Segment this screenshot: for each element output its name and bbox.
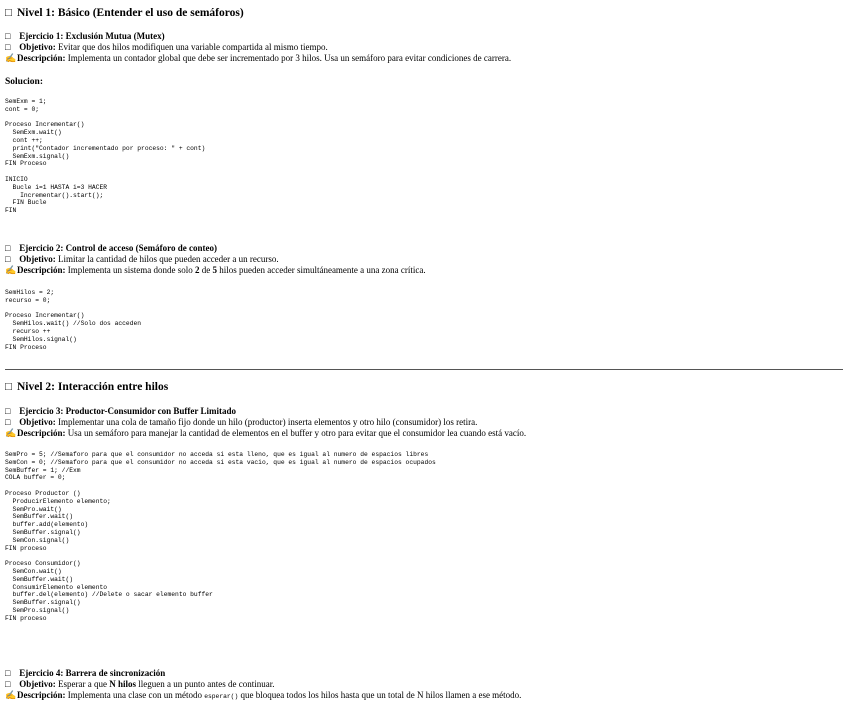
exercise4 bbox=[5, 668, 521, 702]
code-block-1: SemExm = 1; cont = 0; Proceso Incrementar() SemExm.wait() cont ++; print("Contador incrementado por proceso: " + cont) SemExm.signal() FIN Proceso INICIO Bucle i=1 HASTA i=3 HACER Incrementar().start(); FIN Bucle FIN bbox=[5, 98, 206, 215]
section-divider bbox=[5, 369, 843, 370]
level2-heading: □ Nivel 2: Interacción entre hilos bbox=[5, 381, 169, 393]
exercise3-description: ✍Descripción: Usa un semáforo para manejar la cantidad de elementos en el buffer y otro para evitar que el consumidor lea cuando está vacío. bbox=[5, 428, 527, 438]
exercise4-description: ✍Descripción: Implementa una clase con un método esperar() que bloquea todos los hilos hasta que un total de N hilos llamen a ese método. bbox=[5, 690, 522, 700]
exercise3-objective: □ Objetivo: Implementar una cola de tamaño fijo donde un hilo (productor) inserta elementos y otro hilo (consumidor) los retira. bbox=[5, 417, 478, 427]
pencil-icon: ✍ bbox=[5, 428, 17, 438]
exercise1-objective: □ Objetivo: Evitar que dos hilos modifiquen una variable compartida al mismo tiempo. bbox=[5, 42, 328, 52]
pencil-icon: ✍ bbox=[5, 53, 17, 63]
exercise3-title: □ Ejercicio 3: Productor-Consumidor con Buffer Limitado bbox=[5, 406, 236, 416]
level1-heading: □ Nivel 1: Básico (Entender el uso de semáforos) bbox=[5, 7, 244, 19]
exercise2-description: ✍Descripción: Implementa un sistema donde solo 2 de 5 hilos pueden acceder simultáneamente a una zona crítica. bbox=[5, 265, 426, 275]
pencil-icon: ✍ bbox=[5, 265, 17, 275]
solution-label: Solucion: bbox=[5, 77, 44, 87]
exercise4-objective: □ Objetivo: Esperar a que N hilos lleguen a un punto antes de continuar. bbox=[5, 679, 275, 689]
exercise3 bbox=[5, 406, 526, 439]
exercise1-description: ✍Descripción: Implementa un contador global que debe ser incrementado por 3 hilos. Usa un semáforo para evitar condiciones de carrera. bbox=[5, 53, 512, 63]
pencil-icon: ✍ bbox=[5, 690, 17, 700]
exercise4-title: □ Ejercicio 4: Barrera de sincronización bbox=[5, 668, 166, 678]
exercise2-title: □ Ejercicio 2: Control de acceso (Semáforo de conteo) bbox=[5, 243, 217, 253]
exercise1-title: □ Ejercicio 1: Exclusión Mutua (Mutex) bbox=[5, 31, 165, 41]
exercise2-objective: □ Objetivo: Limitar la cantidad de hilos que pueden acceder a un recurso. bbox=[5, 254, 279, 264]
level2-section bbox=[5, 380, 168, 394]
code-block-2: SemHilos = 2; recurso = 0; Proceso Incrementar() SemHilos.wait() //Solo dos acceden recurso ++ SemHilos.signal() FIN Proceso bbox=[5, 289, 142, 351]
level1-section bbox=[5, 6, 244, 20]
exercise2 bbox=[5, 243, 426, 276]
code-block-3: SemPro = 5; //Semaforo para que el consumidor no acceda si esta lleno, que es igual al numero de espacios libres SemCon = 0; //Semaforo para que el consumidor no acceda si esta vacio, que es igual al numero de espacios ocupados SemBuffer = 1; //Exm COLA buffer = 0; Proceso Productor () ProducirElemento elemento; SemPro.wait() SemBuffer.wait() buffer.add(elemento) SemBuffer.signal() SemCon.signal() FIN proceso Proceso Consumidor() SemCon.wait() SemBuffer.wait() ConsumirElemento elemento buffer.del(elemento) //Delete o sacar elemento buffer SemBuffer.signal() SemPro.signal() FIN proceso bbox=[5, 451, 436, 622]
exercise1 bbox=[5, 31, 511, 64]
